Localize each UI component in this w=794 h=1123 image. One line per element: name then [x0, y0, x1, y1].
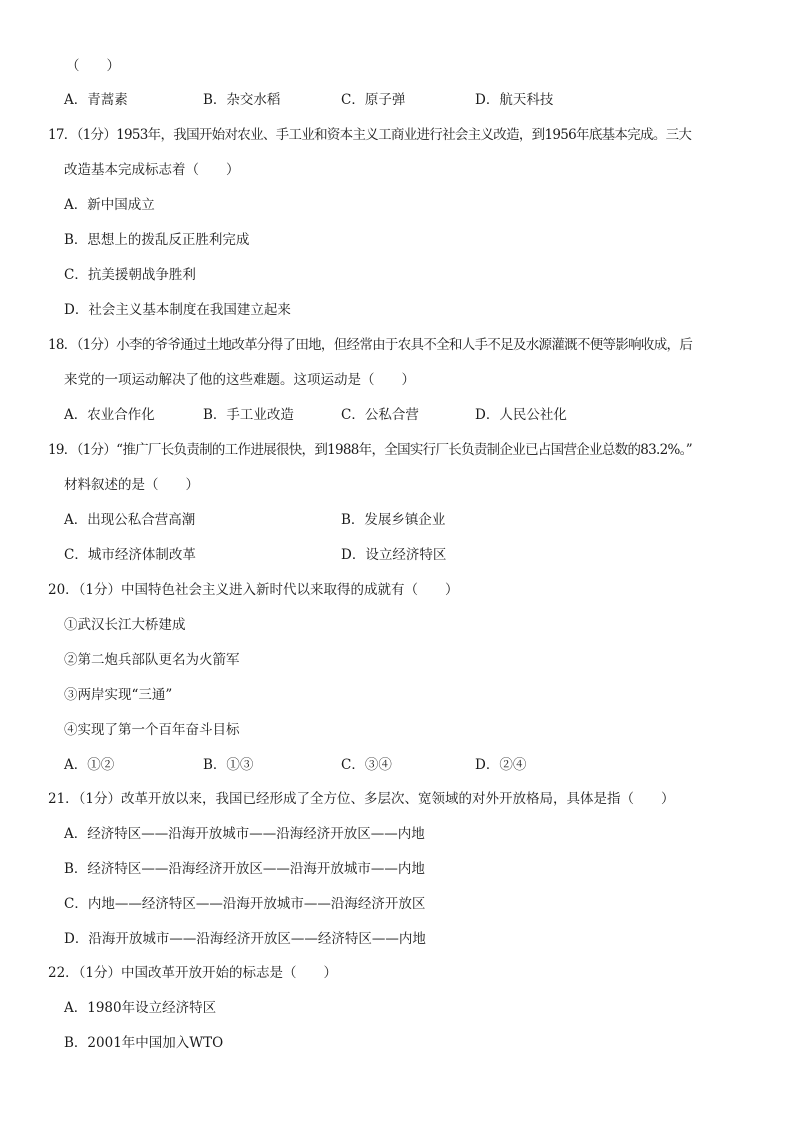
q19-option-a[interactable]: A．出现公私合营高潮 [64, 512, 196, 528]
q20-option-c[interactable]: C．③④ [341, 757, 392, 773]
q20-option-a[interactable]: A．①② [64, 757, 115, 773]
q16-option-d[interactable]: D．航天科技 [475, 92, 554, 108]
q18-option-d[interactable]: D．人民公社化 [475, 407, 567, 423]
q21-option-a[interactable]: A．经济特区——沿海开放城市——沿海经济开放区——内地 [64, 826, 425, 842]
q18-stem-line1: 18．（1分）小李的爷爷通过土地改革分得了田地，但经常由于农具不全和人手不足及水源灌溉不便等影响收成，后 [48, 337, 693, 353]
q21-option-b[interactable]: B．经济特区——沿海经济开放区——沿海开放城市——内地 [64, 861, 425, 877]
q22-stem: 22．（1分）中国改革开放开始的标志是（ ） [48, 965, 338, 981]
q18-option-b[interactable]: B．手工业改造 [203, 407, 294, 423]
q20-item-1: ①武汉长江大桥建成 [64, 617, 186, 633]
q20-item-4: ④实现了第一个百年奋斗目标 [64, 722, 240, 738]
q19-stem-line2: 材料叙述的是（ ） [64, 477, 199, 493]
q16-option-b[interactable]: B．杂交水稻 [203, 92, 281, 108]
q16-stem-tail: （ ） [66, 58, 120, 74]
q17-option-b[interactable]: B．思想上的拨乱反正胜利完成 [64, 232, 250, 248]
q17-option-a[interactable]: A．新中国成立 [64, 197, 155, 213]
q22-option-b[interactable]: B．2001年中国加入WTO [64, 1035, 224, 1051]
q18-option-a[interactable]: A．农业合作化 [64, 407, 155, 423]
q17-option-d[interactable]: D．社会主义基本制度在我国建立起来 [64, 302, 291, 318]
q21-option-d[interactable]: D．沿海开放城市——沿海经济开放区——经济特区——内地 [64, 931, 426, 947]
q21-option-c[interactable]: C．内地——经济特区——沿海开放城市——沿海经济开放区 [64, 896, 426, 912]
q19-option-d[interactable]: D．设立经济特区 [341, 547, 447, 563]
q17-option-c[interactable]: C．抗美援朝战争胜利 [64, 267, 196, 283]
q19-stem-line1: 19．（1分）“推广厂长负责制的工作进展很快，到1988年，全国实行厂长负责制企业已占国营企业总数的83.2%。” [48, 442, 692, 458]
q20-option-b[interactable]: B．①③ [203, 757, 254, 773]
q16-option-c[interactable]: C．原子弹 [341, 92, 406, 108]
q21-stem: 21．（1分）改革开放以来，我国已经形成了全方位、多层次、宽领域的对外开放格局，具体是指（ ） [48, 791, 675, 807]
q17-stem-line1: 17．（1分）1953年，我国开始对农业、手工业和资本主义工商业进行社会主义改造，到1956年底基本完成。三大 [48, 127, 692, 143]
q18-stem-line2: 来党的一项运动解决了他的这些难题。这项运动是（ ） [64, 372, 415, 388]
q22-option-a[interactable]: A．1980年设立经济特区 [64, 1000, 217, 1016]
q19-option-c[interactable]: C．城市经济体制改革 [64, 547, 196, 563]
q19-option-b[interactable]: B．发展乡镇企业 [341, 512, 446, 528]
q20-item-2: ②第二炮兵部队更名为火箭军 [64, 652, 240, 668]
q18-option-c[interactable]: C．公私合营 [341, 407, 419, 423]
q16-option-a[interactable]: A．青蒿素 [64, 92, 128, 108]
q20-option-d[interactable]: D．②④ [475, 757, 527, 773]
q17-stem-line2: 改造基本完成标志着（ ） [64, 162, 240, 178]
q20-item-3: ③两岸实现“三通” [64, 687, 173, 703]
q20-stem: 20．（1分）中国特色社会主义进入新时代以来取得的成就有（ ） [48, 582, 459, 598]
